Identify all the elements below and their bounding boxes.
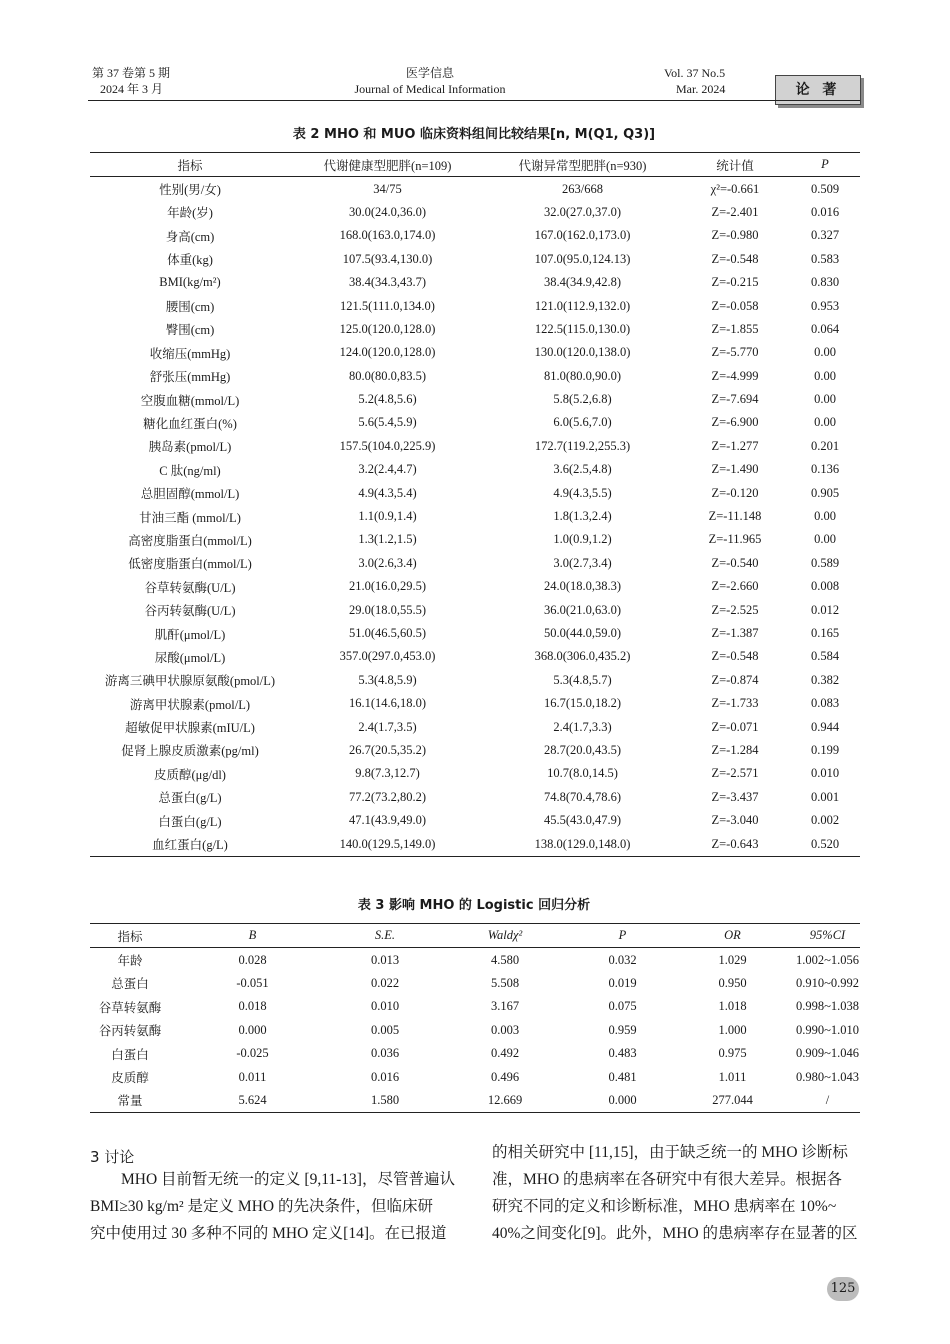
table3-cell: 1.011	[718, 1069, 747, 1084]
table3-cell: 0.000	[608, 1092, 637, 1107]
table2-cell: Z=-1.855	[711, 321, 759, 336]
table3-cell: 0.075	[608, 999, 637, 1014]
table2-cell: 2.4(1.7,3.5)	[358, 719, 417, 734]
table2-cell: 38.4(34.9,42.8)	[543, 275, 622, 290]
table2-cell: 1.8(1.3,2.4)	[553, 509, 612, 524]
table2-row	[90, 715, 860, 738]
table2-cell: Z=-1.277	[711, 438, 759, 453]
table2-row	[90, 598, 860, 621]
table2-cell: 47.1(43.9,49.0)	[348, 813, 427, 828]
discussion-left-column	[90, 1166, 462, 1247]
table2-row	[90, 318, 860, 341]
table2-cell: 77.2(73.2,80.2)	[348, 789, 427, 804]
table2-cell: 0.382	[810, 672, 840, 687]
header-date-en: Mar. 2024	[676, 82, 726, 96]
table2	[90, 152, 860, 857]
left-line-3: 究中使用过 30 多种不同的 MHO 定义[14]。在已报道	[90, 1225, 447, 1242]
table3-cell: 12.669	[487, 1092, 523, 1107]
table3-cell: 5.508	[490, 975, 520, 990]
table2-cell: Z=-0.874	[711, 672, 759, 687]
table2-cell: 125.0(120.0,128.0)	[339, 321, 436, 336]
table2-cell: 0.010	[810, 766, 840, 781]
table2-cell: 0.944	[810, 719, 840, 734]
table2-cell: 年龄(岁)	[167, 206, 213, 221]
right-line-1: 的相关研究中 [11,15]，由于缺乏统一的 MHO 诊断标	[492, 1144, 848, 1161]
table2-cell: 122.5(115.0,130.0)	[534, 321, 631, 336]
table2-cell: 谷丙转氨酶(U/L)	[144, 604, 236, 619]
page-number: 125	[827, 1277, 859, 1301]
table3-row	[90, 1042, 860, 1065]
table2-row	[90, 341, 860, 364]
table2-cell: Z=-0.980	[711, 228, 759, 243]
table2-cell: Z=-0.643	[711, 836, 759, 851]
table3-col-header: OR	[724, 928, 741, 943]
table2-cell: 4.9(4.3,5.4)	[358, 485, 417, 500]
table3-cell: 0.010	[370, 999, 400, 1014]
table3-cell: 0.483	[608, 1046, 637, 1061]
table3-cell: 谷草转氨酶	[98, 1000, 162, 1015]
left-line-1: MHO 目前暂无统一的定义 [9,11-13]，尽管普遍认	[121, 1171, 455, 1188]
table2-cell: 身高(cm)	[165, 229, 215, 244]
table2-row	[90, 809, 860, 832]
table2-cell: 107.5(93.4,130.0)	[342, 251, 433, 266]
table3-cell: 0.492	[490, 1046, 520, 1061]
table2-cell: 2.4(1.7,3.3)	[553, 719, 612, 734]
table2-cell: χ²=-0.661	[710, 181, 760, 196]
table2-cell: 3.6(2.5,4.8)	[553, 462, 612, 477]
table2-cell: 0.953	[810, 298, 840, 313]
table2-cell: Z=-5.770	[711, 345, 759, 360]
table2-cell: 舒张压(mmHg)	[149, 370, 231, 385]
table2-cell: Z=-7.694	[711, 392, 759, 407]
table2-cell: 5.6(5.4,5.9)	[358, 415, 417, 430]
table2-cell: 157.5(104.0,225.9)	[339, 438, 436, 453]
table2-cell: Z=-0.071	[711, 719, 759, 734]
table2-row	[90, 552, 860, 575]
table2-cell: 0.001	[810, 789, 840, 804]
table3-cell: 0.481	[608, 1069, 637, 1084]
table2-row	[90, 201, 860, 224]
table2-cell: 0.165	[810, 626, 840, 640]
table3-cell: 0.019	[608, 975, 637, 990]
table2-cell: 0.012	[810, 602, 840, 617]
table3-col-header: Waldχ²	[487, 928, 523, 943]
table2-cell: Z=-0.215	[711, 275, 759, 290]
table2-cell: 臀围(cm)	[165, 323, 215, 338]
table3-row	[90, 1065, 860, 1088]
table2-cell: 总胆固醇(mmol/L)	[140, 487, 240, 502]
table2-row	[90, 435, 860, 458]
table3-row	[90, 995, 860, 1018]
table3-cell: -0.025	[236, 1046, 269, 1061]
table2-cell: Z=-11.965	[708, 532, 762, 547]
table3-cell: 0.909~1.046	[795, 1046, 859, 1061]
table2-cell: BMI(kg/m²)	[159, 275, 221, 290]
table2-cell: 121.5(111.0,134.0)	[340, 298, 435, 313]
discussion-right-column	[492, 1139, 862, 1247]
table2-cell: 皮质醇(μg/dl)	[154, 767, 226, 782]
table2-cell: 0.830	[810, 275, 840, 290]
table3-cell: 3.167	[490, 999, 520, 1014]
table2-cell: 10.7(8.0,14.5)	[547, 766, 618, 781]
table2-cell: 5.8(5.2,6.8)	[553, 392, 612, 407]
table2-cell: 45.5(43.0,47.9)	[543, 813, 622, 828]
table2-cell: 0.136	[810, 462, 840, 477]
table3-cell: 年龄	[117, 954, 143, 969]
table3-cell: 5.624	[238, 1092, 267, 1107]
table2-cell: 81.0(80.0,90.0)	[543, 368, 622, 383]
table2-cell: 5.3(4.8,5.9)	[358, 672, 417, 687]
table2-cell: 白蛋白(g/L)	[158, 814, 222, 829]
table2-col-header: 代谢健康型肥胖(n=109)	[323, 158, 452, 173]
table2-row	[90, 669, 860, 692]
table2-cell: 50.0(44.0,59.0)	[543, 626, 622, 640]
table2-cell: 4.9(4.3,5.5)	[553, 485, 612, 500]
table2-cell: 130.0(120.0,138.0)	[534, 345, 631, 360]
table2-cell: 3.0(2.6,3.4)	[358, 555, 417, 570]
table2-cell: Z=-0.058	[711, 298, 759, 313]
table2-cell: 总蛋白(g/L)	[158, 791, 222, 806]
table2-cell: 16.1(14.6,18.0)	[348, 696, 427, 711]
table3-cell: 0.003	[490, 1022, 520, 1037]
table2-cell: 体重(kg)	[167, 253, 213, 268]
table3-col-header: 指标	[117, 929, 143, 944]
table2-cell: C 肽(ng/ml)	[159, 463, 221, 478]
table2-row	[90, 622, 860, 645]
table2-cell: 32.0(27.0,37.0)	[543, 204, 622, 219]
table2-cell: 107.0(95.0,124.13)	[534, 251, 631, 266]
table2-cell: 0.589	[810, 555, 840, 570]
table2-row	[90, 786, 860, 809]
header-divider	[88, 100, 860, 101]
table2-cell: 9.8(7.3,12.7)	[355, 766, 420, 781]
table2-cell: Z=-1.490	[711, 462, 759, 477]
table2-cell: 1.3(1.2,1.5)	[358, 532, 417, 547]
table2-cell: 0.00	[814, 415, 836, 430]
right-line-4: 40%之间变化[9]。此外，MHO 的患病率存在显著的区	[492, 1225, 858, 1242]
table2-cell: 6.0(5.6,7.0)	[553, 415, 612, 430]
table3-cell: 1.000	[718, 1022, 747, 1037]
table2-cell: 357.0(297.0,453.0)	[339, 649, 436, 664]
table2-cell: Z=-0.120	[711, 485, 759, 500]
table2-row	[90, 575, 860, 598]
table2-cell: 1.0(0.9,1.2)	[553, 532, 612, 547]
table3-cell: 0.950	[718, 975, 747, 990]
table2-cell: 0.016	[810, 204, 840, 219]
discussion-heading: 3 讨论	[90, 1148, 135, 1166]
table2-cell: Z=-1.284	[711, 742, 759, 757]
table2-row	[90, 739, 860, 762]
table2-col-header: 指标	[177, 158, 203, 173]
table2-row	[90, 528, 860, 551]
header-volume-cn: 第 37 卷第 5 期	[92, 66, 171, 80]
table2-row	[90, 271, 860, 294]
left-line-2: BMI≥30 kg/m² 是定义 MHO 的先决条件，但临床研	[90, 1198, 433, 1215]
table2-cell: 140.0(129.5,149.0)	[339, 836, 436, 851]
table2-cell: 16.7(15.0,18.2)	[543, 696, 622, 711]
table3-cell: 0.000	[238, 1022, 267, 1037]
table2-cell: Z=-11.148	[708, 509, 762, 524]
table2-cell: 34/75	[373, 181, 402, 196]
table2-cell: 124.0(120.0,128.0)	[339, 345, 436, 360]
table2-cell: 0.520	[810, 836, 840, 851]
table2-cell: 30.0(24.0,36.0)	[348, 204, 427, 219]
table3-cell: 0.980~1.043	[795, 1069, 859, 1084]
table2-row	[90, 365, 860, 388]
table2-cell: 收缩压(mmHg)	[149, 346, 231, 361]
table2-cell: 游离甲状腺素(pmol/L)	[129, 697, 251, 712]
table3-cell: 0.990~1.010	[795, 1022, 859, 1037]
table2-cell: 0.905	[810, 485, 840, 500]
table2-cell: 超敏促甲状腺素(mIU/L)	[125, 721, 255, 736]
table2-cell: 甘油三酯 (mmol/L)	[139, 510, 241, 525]
table2-cell: 5.3(4.8,5.7)	[553, 672, 612, 687]
right-line-2: 准，MHO 的患病率在各研究中有很大差异。根据各	[492, 1171, 843, 1188]
table2-row	[90, 388, 860, 411]
header-date-cn: 2024 年 3 月	[100, 82, 164, 96]
table2-col-header: 统计值	[716, 158, 754, 173]
table3-cell: 0.011	[238, 1069, 267, 1084]
table2-cell: Z=-0.548	[711, 649, 759, 664]
table2-cell: 0.00	[814, 392, 836, 407]
table2-row	[90, 481, 860, 504]
header-journal-cn: 医学信息	[405, 66, 454, 80]
table3-col-header: 95%CI	[809, 928, 846, 943]
table2-cell: 游离三碘甲状腺原氨酸(pmol/L)	[104, 674, 276, 689]
table3-row	[90, 948, 860, 972]
table2-cell: 36.0(21.0,63.0)	[543, 602, 622, 617]
table2-cell: 28.7(20.0,43.5)	[543, 742, 622, 757]
table3-row	[90, 972, 860, 995]
table2-cell: Z=-2.660	[711, 579, 759, 594]
table2-cell: 0.201	[810, 438, 840, 453]
table2-cell: 167.0(162.0,173.0)	[534, 228, 631, 243]
table2-row	[90, 458, 860, 481]
section-badge: 论 著	[775, 75, 861, 105]
table3-cell: 1.029	[718, 952, 747, 967]
table3-col-header: P	[618, 928, 627, 943]
table3-header-row	[90, 924, 860, 948]
table2-cell: 74.8(70.4,78.6)	[543, 789, 622, 804]
table2-header-row	[90, 153, 860, 177]
table2-cell: 26.7(20.5,35.2)	[348, 742, 427, 757]
table3-cell: 0.910~0.992	[795, 975, 859, 990]
table2-row	[90, 832, 860, 856]
table2-cell: 0.002	[810, 813, 840, 828]
table3-cell: 常量	[117, 1094, 143, 1109]
table2-cell: 3.2(2.4,4.7)	[358, 462, 417, 477]
table3-cell: 0.036	[370, 1046, 400, 1061]
table2-col-header: 代谢异常型肥胖(n=930)	[518, 158, 647, 173]
table2-cell: Z=-3.437	[711, 789, 759, 804]
table2-cell: 0.00	[814, 532, 836, 547]
table2-cell: 0.008	[810, 579, 840, 594]
table3-cell: 277.044	[712, 1092, 753, 1107]
table2-cell: 尿酸(μmol/L)	[154, 650, 226, 665]
table3-cell: 0.016	[370, 1069, 400, 1084]
table3-cell: 1.002~1.056	[795, 952, 859, 967]
table2-col-header: P	[821, 157, 829, 172]
table2-cell: 促肾上腺皮质激素(pg/ml)	[121, 744, 259, 759]
table2-cell: 38.4(34.3,43.7)	[348, 275, 427, 290]
table2-body	[90, 177, 860, 856]
table2-cell: 24.0(18.0,38.3)	[543, 579, 622, 594]
table2-cell: 368.0(306.0,435.2)	[534, 649, 631, 664]
table3-cell: 0.018	[238, 999, 267, 1014]
table3-cell: 0.496	[490, 1069, 520, 1084]
table3-cell: 0.959	[608, 1022, 637, 1037]
table2-cell: Z=-1.387	[711, 626, 759, 640]
table3-cell: 0.013	[370, 952, 400, 967]
table3-cell: 皮质醇	[111, 1071, 149, 1086]
table2-cell: 空腹血糖(mmol/L)	[140, 393, 240, 408]
table2-cell: 腰围(cm)	[165, 300, 215, 315]
table2-cell: 性别(男/女)	[159, 183, 221, 198]
table2-cell: 0.584	[810, 649, 840, 664]
table2-cell: Z=-2.571	[711, 766, 759, 781]
table2-cell: 胰岛素(pmol/L)	[148, 440, 232, 455]
table2-cell: Z=-6.900	[711, 415, 759, 430]
table2-cell: Z=-0.540	[711, 555, 759, 570]
table2-cell: 80.0(80.0,83.5)	[348, 368, 427, 383]
table2-row	[90, 505, 860, 528]
table2-cell: Z=-1.733	[711, 696, 759, 711]
table2-row	[90, 294, 860, 317]
right-line-3: 研究不同的定义和诊断标准，MHO 患病率在 10%~	[492, 1198, 837, 1215]
table2-row	[90, 762, 860, 785]
table3-cell: 0.022	[370, 975, 400, 990]
table2-cell: 263/668	[562, 181, 603, 196]
table3-cell: 0.998~1.038	[795, 999, 859, 1014]
table3-caption: 表 3 影响 MHO 的 Logistic 回归分析	[357, 898, 591, 913]
table2-cell: 51.0(46.5,60.5)	[348, 626, 427, 640]
table2-cell: 低密度脂蛋白(mmol/L)	[128, 557, 252, 572]
table3	[90, 923, 860, 1113]
table2-cell: 172.7(119.2,255.3)	[534, 438, 631, 453]
table3-cell: 总蛋白	[111, 977, 149, 992]
table3-col-header: S.E.	[374, 928, 396, 943]
table3-row	[90, 1089, 860, 1113]
table3-cell: 0.032	[608, 952, 637, 967]
table2-cell: Z=-0.548	[711, 251, 759, 266]
table2-cell: 21.0(16.0,29.5)	[348, 579, 427, 594]
table3-cell: 1.580	[370, 1092, 400, 1107]
table3-row	[90, 1019, 860, 1042]
table3-cell: 0.005	[370, 1022, 400, 1037]
table2-cell: 0.064	[810, 321, 840, 336]
table2-cell: 0.327	[810, 228, 840, 243]
table2-row	[90, 692, 860, 715]
table2-cell: 29.0(18.0,55.5)	[348, 602, 427, 617]
table2-cell: Z=-3.040	[711, 813, 759, 828]
table2-cell: 0.199	[810, 742, 840, 757]
table2-cell: Z=-2.401	[711, 204, 759, 219]
table2-cell: 0.00	[814, 509, 836, 524]
table2-caption: 表 2 MHO 和 MUO 临床资料组间比较结果[n, M(Q1, Q3)]	[292, 127, 656, 142]
table2-cell: Z=-2.525	[711, 602, 759, 617]
table3-body	[90, 948, 860, 1113]
table3-cell: 白蛋白	[111, 1047, 149, 1062]
table3-cell: 1.018	[718, 999, 747, 1014]
table3-cell: 谷丙转氨酶	[98, 1024, 162, 1039]
table2-cell: 糖化血红蛋白(%)	[143, 416, 237, 431]
table3-cell: 0.975	[718, 1046, 747, 1061]
table2-cell: 121.0(112.9,132.0)	[534, 298, 631, 313]
table2-cell: 5.2(4.8,5.6)	[358, 392, 417, 407]
table3-cell: /	[825, 1092, 830, 1107]
table3-cell: 4.580	[490, 952, 520, 967]
table2-cell: 0.083	[810, 696, 840, 711]
table2-cell: 高密度脂蛋白(mmol/L)	[128, 533, 252, 548]
table2-cell: Z=-4.999	[711, 368, 759, 383]
table2-row	[90, 248, 860, 271]
table2-cell: 0.583	[810, 251, 840, 266]
table3-cell: 0.028	[238, 952, 267, 967]
table3-col-header: B	[248, 928, 257, 943]
table2-cell: 168.0(163.0,174.0)	[339, 228, 436, 243]
table2-cell: 谷草转氨酶(U/L)	[144, 580, 236, 595]
table2-cell: 138.0(129.0,148.0)	[534, 836, 631, 851]
table2-cell: 0.00	[814, 345, 836, 360]
table2-row	[90, 224, 860, 247]
table2-row	[90, 645, 860, 668]
header-volume-en: Vol. 37 No.5	[664, 66, 726, 80]
table2-cell: 3.0(2.7,3.4)	[553, 555, 612, 570]
table2-cell: 血红蛋白(g/L)	[152, 838, 228, 853]
table2-cell: 0.509	[810, 181, 840, 196]
table2-row	[90, 411, 860, 434]
table2-cell: 肌酐(μmol/L)	[154, 627, 226, 642]
header-journal-en: Journal of Medical Information	[354, 82, 506, 96]
table2-cell: 0.00	[814, 368, 836, 383]
table2-cell: 1.1(0.9,1.4)	[358, 509, 417, 524]
table3-cell: -0.051	[236, 975, 269, 990]
table2-row	[90, 177, 860, 201]
